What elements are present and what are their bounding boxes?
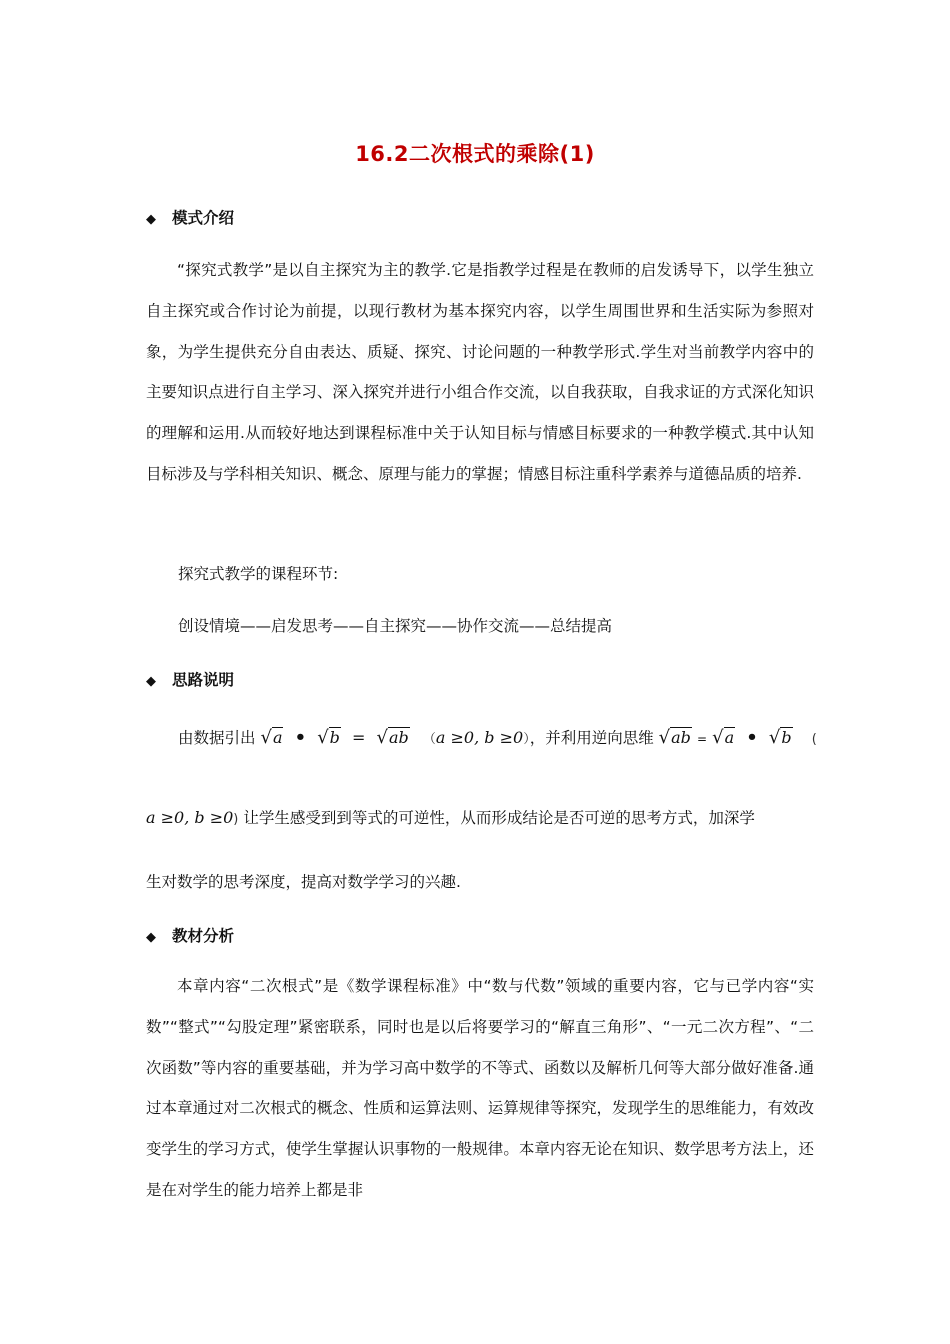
page-title: 16.2二次根式的乘除(1) [355,142,595,166]
section-heading-textbook [146,924,234,946]
diamond-bullet-icon: ◆ [146,930,156,945]
section-heading-mode [146,206,234,228]
formula-condition: a ≥0, b ≥0 [146,808,234,827]
formula-reverse-rule: √ab = √a • √b [658,727,792,748]
formula-line-2: a ≥0, b ≥0) 让学生感受到到等式的可逆性，从而形成结论是否可逆的思考方式，加深学 [146,808,755,827]
formula-line-1: 由数据引出 √a • √b = √ab （a ≥0, b ≥0），并利用逆向思维 √ab = √a • √b ( [178,727,817,748]
diamond-bullet-icon: ◆ [146,212,156,227]
formula-condition: a ≥0, b ≥0 [435,728,524,747]
section-heading-idea [146,668,234,690]
section-title: 模式介绍 [172,209,235,227]
paragraph-course-steps: 创设情境——启发思考——自主探究——协作交流——总结提高 [178,617,613,635]
formula-product-rule: √a • √b = √ab [260,727,409,748]
diamond-bullet-icon: ◆ [146,674,156,689]
paragraph-textbook-analysis: 本章内容“二次根式”是《数学课程标准》中“数与代数”领域的重要内容，它与已学内容“实数”“整式”“勾股定理”紧密联系，同时也是以后将要学习的“解直三角形”、“一元二次方程”、“二次函数”等内容的重要基础，并为学习高中数学的不等式、函数以及解析几何等大部分做好准备.通过本章通过对二次根式的概念、性质和运算法则、运算规律等探究，发现学生的思维能力，有效改变学生的学习方式，使学生掌握认识事物的一般规律。本章内容无论在知识、数学思考方法上，还是在对学生的能力培养上都是非 [146,977,814,1199]
section-title: 思路说明 [172,671,235,689]
idea-lead-text: 由数据引出 [178,729,256,747]
idea-last-line: 生对数学的思考深度，提高对数学学习的兴趣. [146,873,461,891]
paragraph-course-steps-label: 探究式教学的课程环节: [178,565,339,583]
idea-mid-text: ，并利用逆向思维 [529,729,654,747]
section-title: 教材分析 [172,927,235,945]
idea-continuation-text: 让学生感受到到等式的可逆性，从而形成结论是否可逆的思考方式，加深学 [243,809,755,827]
paragraph-inquiry-teaching: “探究式教学”是以自主探究为主的教学.它是指教学过程是在教师的启发诱导下，以学生独立自主探究或合作讨论为前提，以现行教材为基本探究内容，以学生周围世界和生活实际为参照对象，为学生提供充分自由表达、质疑、探究、讨论问题的一种教学形式.学生对当前教学内容中的主要知识点进行自主学习、深入探究并进行小组合作交流，以自我获取，自我求证的方式深化知识的理解和运用.从而较好地达到课程标准中关于认知目标与情感目标要求的一种教学模式.其中认知目标涉及与学科相关知识、概念、原理与能力的掌握；情感目标注重科学素养与道德品质的培养. [146,261,814,483]
